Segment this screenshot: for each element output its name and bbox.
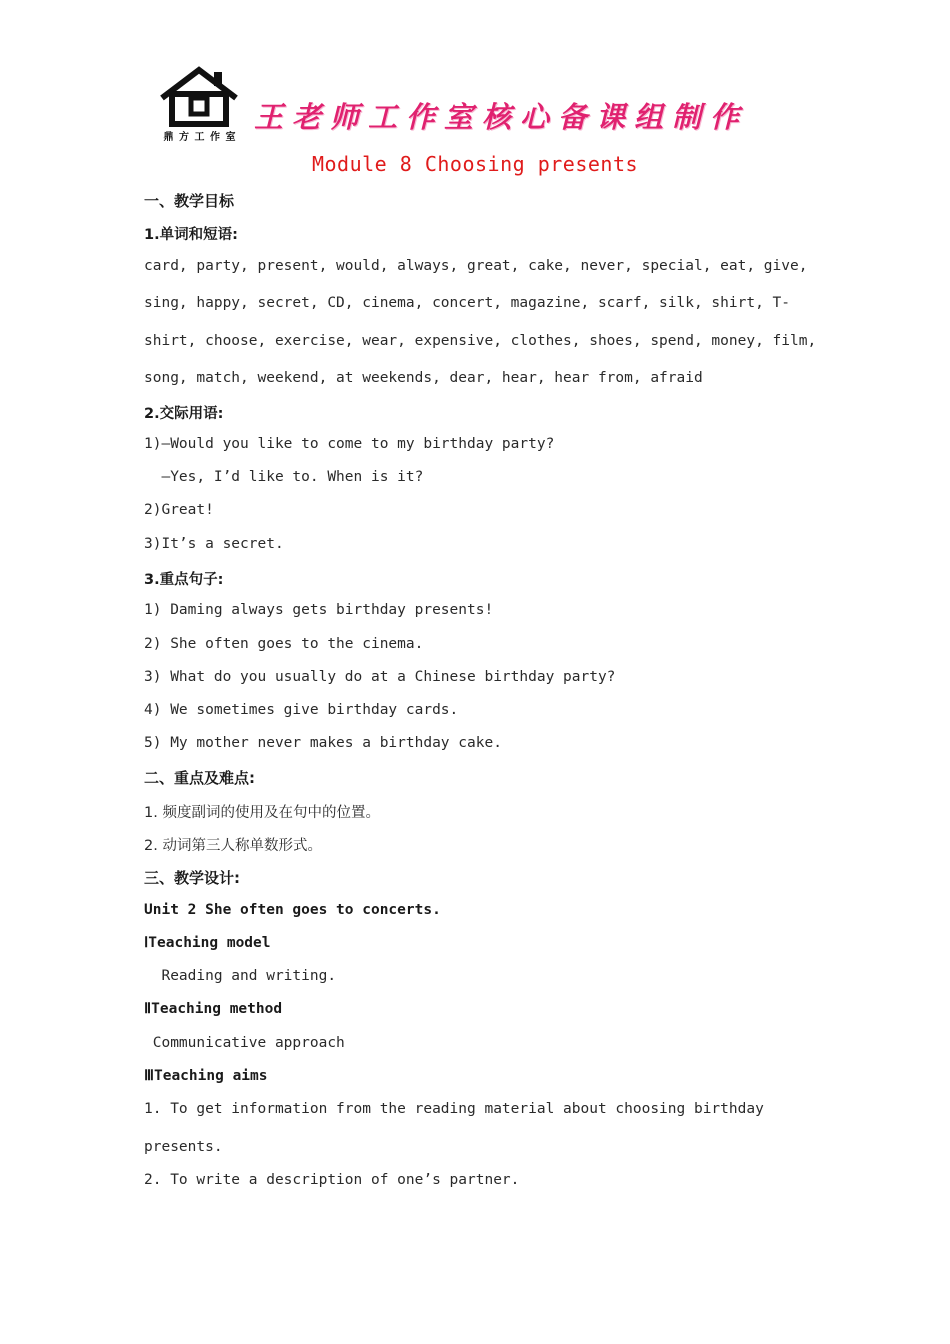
teaching-method-text: Communicative approach — [144, 1035, 345, 1051]
section3-heading: 三、教学设计: — [144, 869, 240, 887]
vocab-line: shirt, choose, exercise, wear, expensive, clothes, shoes, spend, money, film, — [144, 333, 817, 349]
difficulty-item: 2. 动词第三人称单数形式。 — [144, 838, 322, 854]
logo-caption: 鼎 方 工 作 室 — [163, 132, 237, 143]
teaching-aim-line: 1. To get information from the reading material about choosing birthday — [144, 1101, 764, 1117]
teaching-aim-line: 2. To write a description of one’s partner. — [144, 1172, 520, 1188]
expression-line: —Yes, I’d like to. When is it? — [144, 469, 424, 485]
difficulty-item: 1. 频度副词的使用及在句中的位置。 — [144, 805, 380, 821]
teaching-method-title: ⅡTeaching method — [144, 1001, 283, 1017]
sentence-line: 5) My mother never makes a birthday cake. — [144, 735, 502, 751]
expression-line: 3)It’s a secret. — [144, 536, 284, 552]
expressions-title: 2.交际用语: — [144, 406, 224, 422]
vocab-title: 1.单词和短语: — [144, 227, 238, 243]
teaching-aims-title: ⅢTeaching aims — [144, 1068, 268, 1084]
sentence-line: 1) Daming always gets birthday presents! — [144, 602, 494, 618]
teaching-model-text: Reading and writing. — [144, 968, 337, 984]
teaching-model-title: ⅠTeaching model — [144, 935, 271, 951]
sentence-line: 2) She often goes to the cinema. — [144, 636, 424, 652]
section2-heading: 二、重点及难点: — [144, 769, 255, 787]
unit-title: Unit 2 She often goes to concerts. — [144, 902, 441, 918]
house-logo-icon — [158, 66, 240, 142]
header — [158, 66, 798, 146]
vocab-line: song, match, weekend, at weekends, dear, hear, hear from, afraid — [144, 370, 703, 386]
vocab-line: sing, happy, secret, CD, cinema, concert, magazine, scarf, silk, shirt, T- — [144, 295, 791, 311]
page-title: Module 8 Choosing presents — [311, 152, 639, 176]
expression-line: 2)Great! — [144, 502, 214, 518]
sentence-line: 4) We sometimes give birthday cards. — [144, 702, 459, 718]
teaching-aim-line: presents. — [144, 1139, 223, 1155]
sentences-title: 3.重点句子: — [144, 572, 224, 588]
section1-heading: 一、教学目标 — [144, 192, 235, 210]
vocab-line: card, party, present, would, always, great, cake, never, special, eat, give, — [144, 258, 808, 274]
expression-line: 1)—Would you like to come to my birthday party? — [144, 436, 555, 452]
sentence-line: 3) What do you usually do at a Chinese birthday party? — [144, 669, 616, 685]
banner-text: 王老师工作室核心备课组制作 — [254, 100, 749, 134]
